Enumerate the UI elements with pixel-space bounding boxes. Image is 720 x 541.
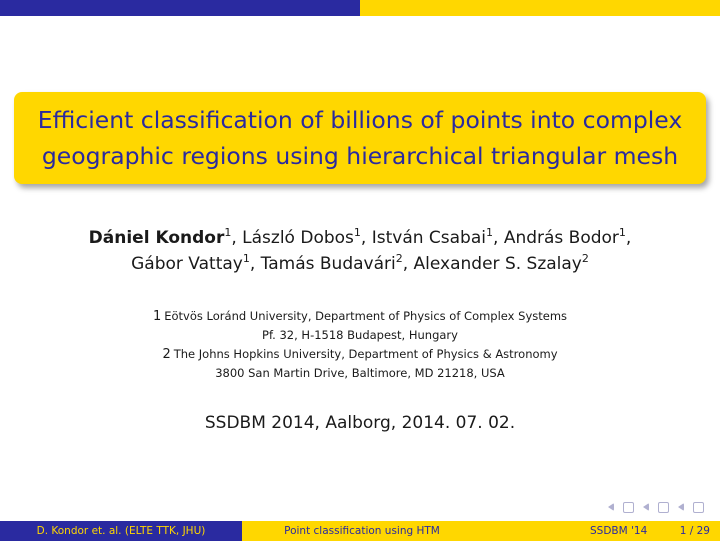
authors-line-2: Gábor Vattay$^1$, Tamás Budavári$^2$, Alexander S. Szalay$^2$: [131, 252, 589, 274]
author-affiliation-mark: 1: [353, 226, 361, 239]
conference-info: SSDBM 2014, Aalborg, 2014. 07. 02.: [204, 413, 516, 433]
header-bar-left: [0, 0, 360, 16]
author-name: Dániel Kondor: [88, 228, 225, 248]
author-name: Alexander S. Szalay: [413, 254, 582, 274]
nav-section-icon[interactable]: [658, 502, 669, 513]
nav-prev-icon[interactable]: [608, 503, 614, 511]
title-line-1: Efficient classification of billions of points into complex: [37, 106, 683, 134]
nav-search-icon[interactable]: [693, 502, 704, 513]
affiliation-1-line-2: Pf. 32, H-1518 Budapest, Hungary: [262, 328, 458, 342]
affiliation-2-line-1: 2 The Johns Hopkins University, Department of Physics & Astronomy: [162, 347, 558, 362]
author-name: Tamás Budavári: [260, 254, 396, 274]
author-affiliation-mark: 2: [395, 252, 403, 265]
footer-title: Point classification using HTM: [242, 521, 482, 541]
author-affiliation-mark: 1: [618, 226, 626, 239]
nav-back-icon[interactable]: [678, 503, 684, 511]
nav-subsection-icon[interactable]: [643, 503, 649, 511]
author-name: András Bodor: [503, 228, 619, 248]
affiliation-1-line-1: 1 Eötvös Loránd University, Department of Physics of Complex Systems: [152, 309, 568, 324]
header-bar: [0, 0, 720, 16]
footer-page-number: 1 / 29: [679, 525, 710, 537]
author-name: István Csabai: [371, 228, 486, 248]
author-affiliation-mark: 2: [581, 252, 589, 265]
author-name: László Dobos: [242, 228, 354, 248]
footer-bar: [0, 521, 720, 541]
author-name: Gábor Vattay: [131, 254, 243, 274]
author-affiliation-mark: 1: [486, 226, 493, 239]
beamer-navigation[interactable]: [608, 500, 704, 514]
affiliation-2-line-2: 3800 San Martin Drive, Baltimore, MD 21218, USA: [215, 366, 505, 380]
title-line-2: geographic regions using hierarchical triangular mesh: [41, 142, 679, 170]
footer-right: [482, 521, 720, 541]
author-affiliation-mark: 1: [242, 252, 250, 265]
title-block: [14, 92, 706, 184]
nav-frame-icon[interactable]: [623, 502, 634, 513]
footer-author: D. Kondor et. al. (ELTE TTK, JHU): [0, 521, 242, 541]
authors-line-1: Dániel Kondor$^1$, László Dobos$^1$, István Csabai$^1$, András Bodor$^1$,: [88, 226, 632, 248]
author-affiliation-mark: 1: [224, 226, 232, 239]
footer-conference: SSDBM '14: [590, 525, 648, 537]
header-bar-right: [360, 0, 720, 16]
